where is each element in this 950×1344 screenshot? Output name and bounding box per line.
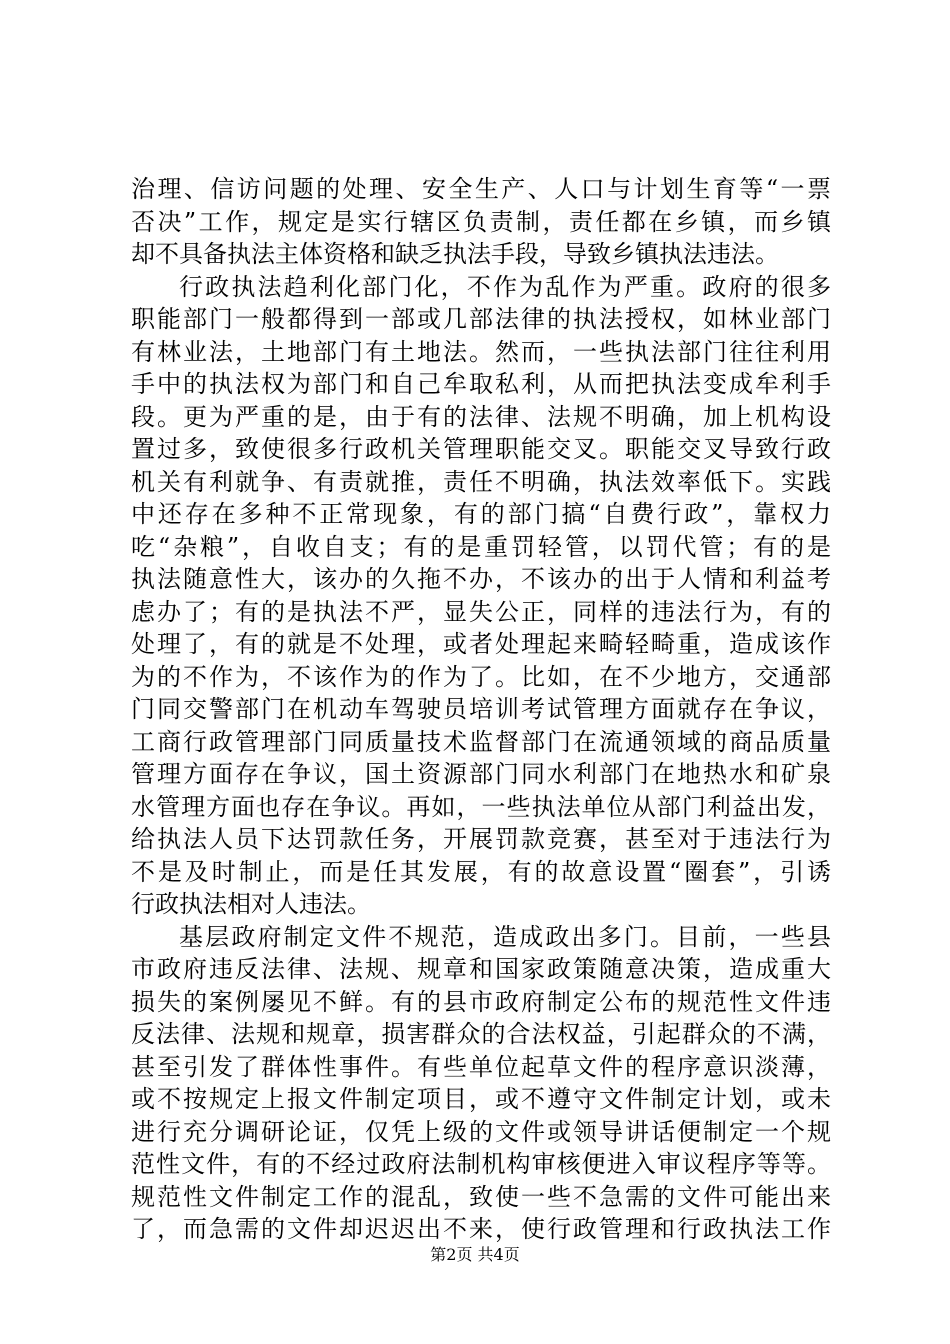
text-line: 工商行政管理部门同质量技术监督部门在流通领域的商品质量 bbox=[131, 727, 831, 756]
text-line: 范性文件，有的不经过政府法制机构审核便进入审议程序等等。 bbox=[131, 1150, 831, 1178]
text-line: 门同交警部门在机动车驾驶员培训考试管理方面就存在争议， bbox=[131, 695, 831, 723]
text-line: 管理方面存在争议，国土资源部门同水利部门在地热水和矿泉 bbox=[131, 760, 831, 788]
text-line: 给执法人员下达罚款任务，开展罚款竞赛，甚至对于违法行为 bbox=[131, 825, 831, 853]
text-line: 吃“杂粮”，自收自支；有的是重罚轻管，以罚代管；有的是 bbox=[131, 532, 831, 561]
text-line: 职能部门一般都得到一部或几部法律的执法授权，如林业部门 bbox=[131, 305, 831, 333]
text-line: 机关有利就争、有责就推，责任不明确，执法效率低下。实践 bbox=[131, 467, 831, 496]
text-line: 行政执法相对人违法。 bbox=[131, 890, 371, 918]
text-line: 执法随意性大，该办的久拖不办，不该办的出于人情和利益考 bbox=[131, 565, 831, 593]
text-line: 手中的执法权为部门和自己牟取私利，从而把执法变成牟利手 bbox=[131, 370, 831, 398]
text-line: 进行充分调研论证，仅凭上级的文件或领导讲话便制定一个规 bbox=[131, 1117, 831, 1146]
text-line: 中还存在多种不正常现象，有的部门搞“自费行政”，靠权力 bbox=[131, 500, 831, 528]
text-line: 有林业法，土地部门有土地法。然而，一些执法部门往往利用 bbox=[131, 337, 831, 366]
text-line: 否决”工作，规定是实行辖区负责制，责任都在乡镇，而乡镇 bbox=[131, 207, 831, 236]
text-line: 市政府违反法律、法规、规章和国家政策随意决策，造成重大 bbox=[131, 955, 831, 983]
text-line: 处理了，有的就是不处理，或者处理起来畸轻畸重，造成该作 bbox=[131, 630, 831, 658]
text-line: 段。更为严重的是，由于有的法律、法规不明确，加上机构设 bbox=[131, 402, 831, 431]
text-line: 不是及时制止，而是任其发展，有的故意设置“圈套”，引诱 bbox=[131, 857, 831, 886]
text-line: 损失的案例屡见不鲜。有的县市政府制定公布的规范性文件违 bbox=[131, 987, 831, 1016]
text-line: 或不按规定上报文件制定项目，或不遵守文件制定计划，或未 bbox=[131, 1085, 831, 1113]
text-line: 规范性文件制定工作的混乱，致使一些不急需的文件可能出来 bbox=[131, 1182, 831, 1211]
text-line: 置过多，致使很多行政机关管理职能交叉。职能交叉导致行政 bbox=[131, 435, 831, 463]
text-line: 为的不作为，不该作为的作为了。比如，在不少地方，交通部 bbox=[131, 662, 831, 691]
paragraph-first-line: 基层政府制定文件不规范，造成政出多门。目前，一些县 bbox=[179, 922, 831, 951]
text-line: 治理、信访问题的处理、安全生产、人口与计划生育等“一票 bbox=[131, 175, 831, 203]
text-line: 水管理方面也存在争议。再如，一些执法单位从部门利益出发， bbox=[131, 792, 831, 821]
text-line: 虑办了；有的是执法不严，显失公正，同样的违法行为，有的 bbox=[131, 597, 831, 626]
text-line: 了，而急需的文件却迟迟出不来，使行政管理和行政执法工作 bbox=[131, 1215, 831, 1243]
page-number-footer: 第2页 共4页 bbox=[430, 1245, 520, 1264]
paragraph-first-line: 行政执法趋利化部门化，不作为乱作为严重。政府的很多 bbox=[179, 272, 831, 301]
text-line: 却不具备执法主体资格和缺乏执法手段，导致乡镇执法违法。 bbox=[131, 240, 779, 268]
text-line: 甚至引发了群体性事件。有些单位起草文件的程序意识淡薄， bbox=[131, 1052, 831, 1081]
body-text bbox=[131, 173, 831, 1246]
text-line: 反法律、法规和规章，损害群众的合法权益，引起群众的不满， bbox=[131, 1020, 831, 1048]
